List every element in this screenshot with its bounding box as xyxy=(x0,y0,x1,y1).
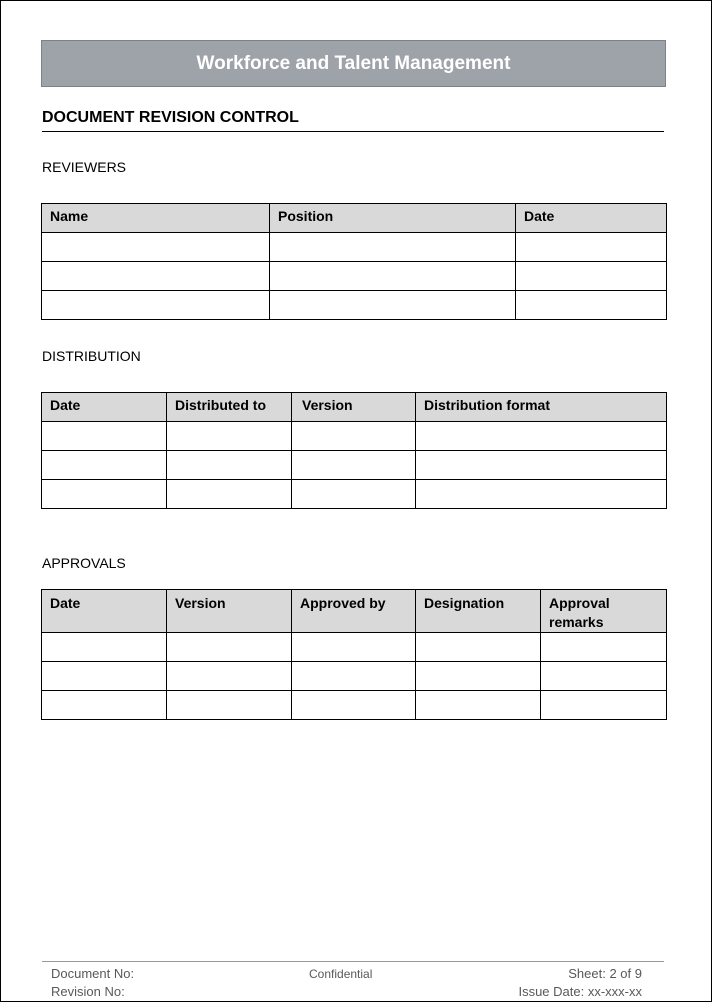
table-cell[interactable] xyxy=(292,422,416,451)
table-cell[interactable] xyxy=(292,633,416,662)
footer-document-no: Document No: xyxy=(51,966,135,981)
table-cell[interactable] xyxy=(416,480,667,509)
table-header-row xyxy=(42,590,667,633)
table-row xyxy=(42,451,667,480)
table-cell[interactable] xyxy=(42,262,270,291)
table-cell[interactable] xyxy=(416,633,541,662)
table-cell[interactable] xyxy=(416,691,541,720)
table-cell[interactable] xyxy=(541,691,667,720)
column-header: Version xyxy=(167,590,292,633)
table-cell[interactable] xyxy=(167,451,292,480)
table-row xyxy=(42,262,667,291)
table-cell[interactable] xyxy=(541,662,667,691)
column-header: Date xyxy=(42,393,167,422)
column-header: Date xyxy=(516,204,667,233)
header-title: Workforce and Talent Management xyxy=(196,52,511,74)
column-header: Approval remarks xyxy=(541,590,667,633)
table-cell[interactable] xyxy=(292,451,416,480)
table-row xyxy=(42,233,667,262)
table-cell[interactable] xyxy=(270,291,516,320)
column-header: Approved by xyxy=(292,590,416,633)
table-row xyxy=(42,291,667,320)
table-cell[interactable] xyxy=(42,480,167,509)
table-cell[interactable] xyxy=(270,233,516,262)
table-cell[interactable] xyxy=(167,633,292,662)
column-header: Distributed to xyxy=(167,393,292,422)
table-cell[interactable] xyxy=(416,662,541,691)
footer-sheet: Sheet: 2 of 9 xyxy=(568,966,642,981)
table-cell[interactable] xyxy=(516,233,667,262)
table-cell[interactable] xyxy=(42,451,167,480)
approvals-label: APPROVALS xyxy=(42,555,126,571)
table-cell[interactable] xyxy=(42,422,167,451)
footer-divider xyxy=(42,961,664,962)
table-cell[interactable] xyxy=(167,480,292,509)
table-cell[interactable] xyxy=(416,422,667,451)
column-header: Designation xyxy=(416,590,541,633)
reviewers-label: REVIEWERS xyxy=(42,159,127,175)
table-cell[interactable] xyxy=(516,291,667,320)
table-cell[interactable] xyxy=(292,662,416,691)
table-row xyxy=(42,480,667,509)
distribution-label: DISTRIBUTION xyxy=(42,348,141,364)
table-cell[interactable] xyxy=(416,451,667,480)
table-cell[interactable] xyxy=(292,691,416,720)
reviewers-table xyxy=(41,203,667,320)
header-banner xyxy=(41,40,666,87)
table-cell[interactable] xyxy=(270,262,516,291)
footer-issue-date: Issue Date: xx-xxx-xx xyxy=(518,984,642,999)
table-row xyxy=(42,633,667,662)
footer-classification: Confidential xyxy=(309,967,373,981)
table-cell[interactable] xyxy=(167,422,292,451)
distribution-table xyxy=(41,392,667,509)
table-header-row xyxy=(42,393,667,422)
column-header: Distribution format xyxy=(416,393,667,422)
table-cell[interactable] xyxy=(167,662,292,691)
table-row xyxy=(42,662,667,691)
table-cell[interactable] xyxy=(541,633,667,662)
table-cell[interactable] xyxy=(42,662,167,691)
table-row xyxy=(42,691,667,720)
table-cell[interactable] xyxy=(516,262,667,291)
page-title: DOCUMENT REVISION CONTROL xyxy=(42,109,664,132)
table-header-row xyxy=(42,204,667,233)
table-cell[interactable] xyxy=(167,691,292,720)
table-cell[interactable] xyxy=(292,480,416,509)
approvals-table xyxy=(41,589,667,720)
table-row xyxy=(42,422,667,451)
column-header: Version xyxy=(292,393,416,422)
table-cell[interactable] xyxy=(42,633,167,662)
footer-revision-no: Revision No: xyxy=(51,984,125,999)
column-header: Name xyxy=(42,204,270,233)
table-cell[interactable] xyxy=(42,233,270,262)
table-cell[interactable] xyxy=(42,291,270,320)
table-cell[interactable] xyxy=(42,691,167,720)
column-header: Date xyxy=(42,590,167,633)
column-header: Position xyxy=(270,204,516,233)
